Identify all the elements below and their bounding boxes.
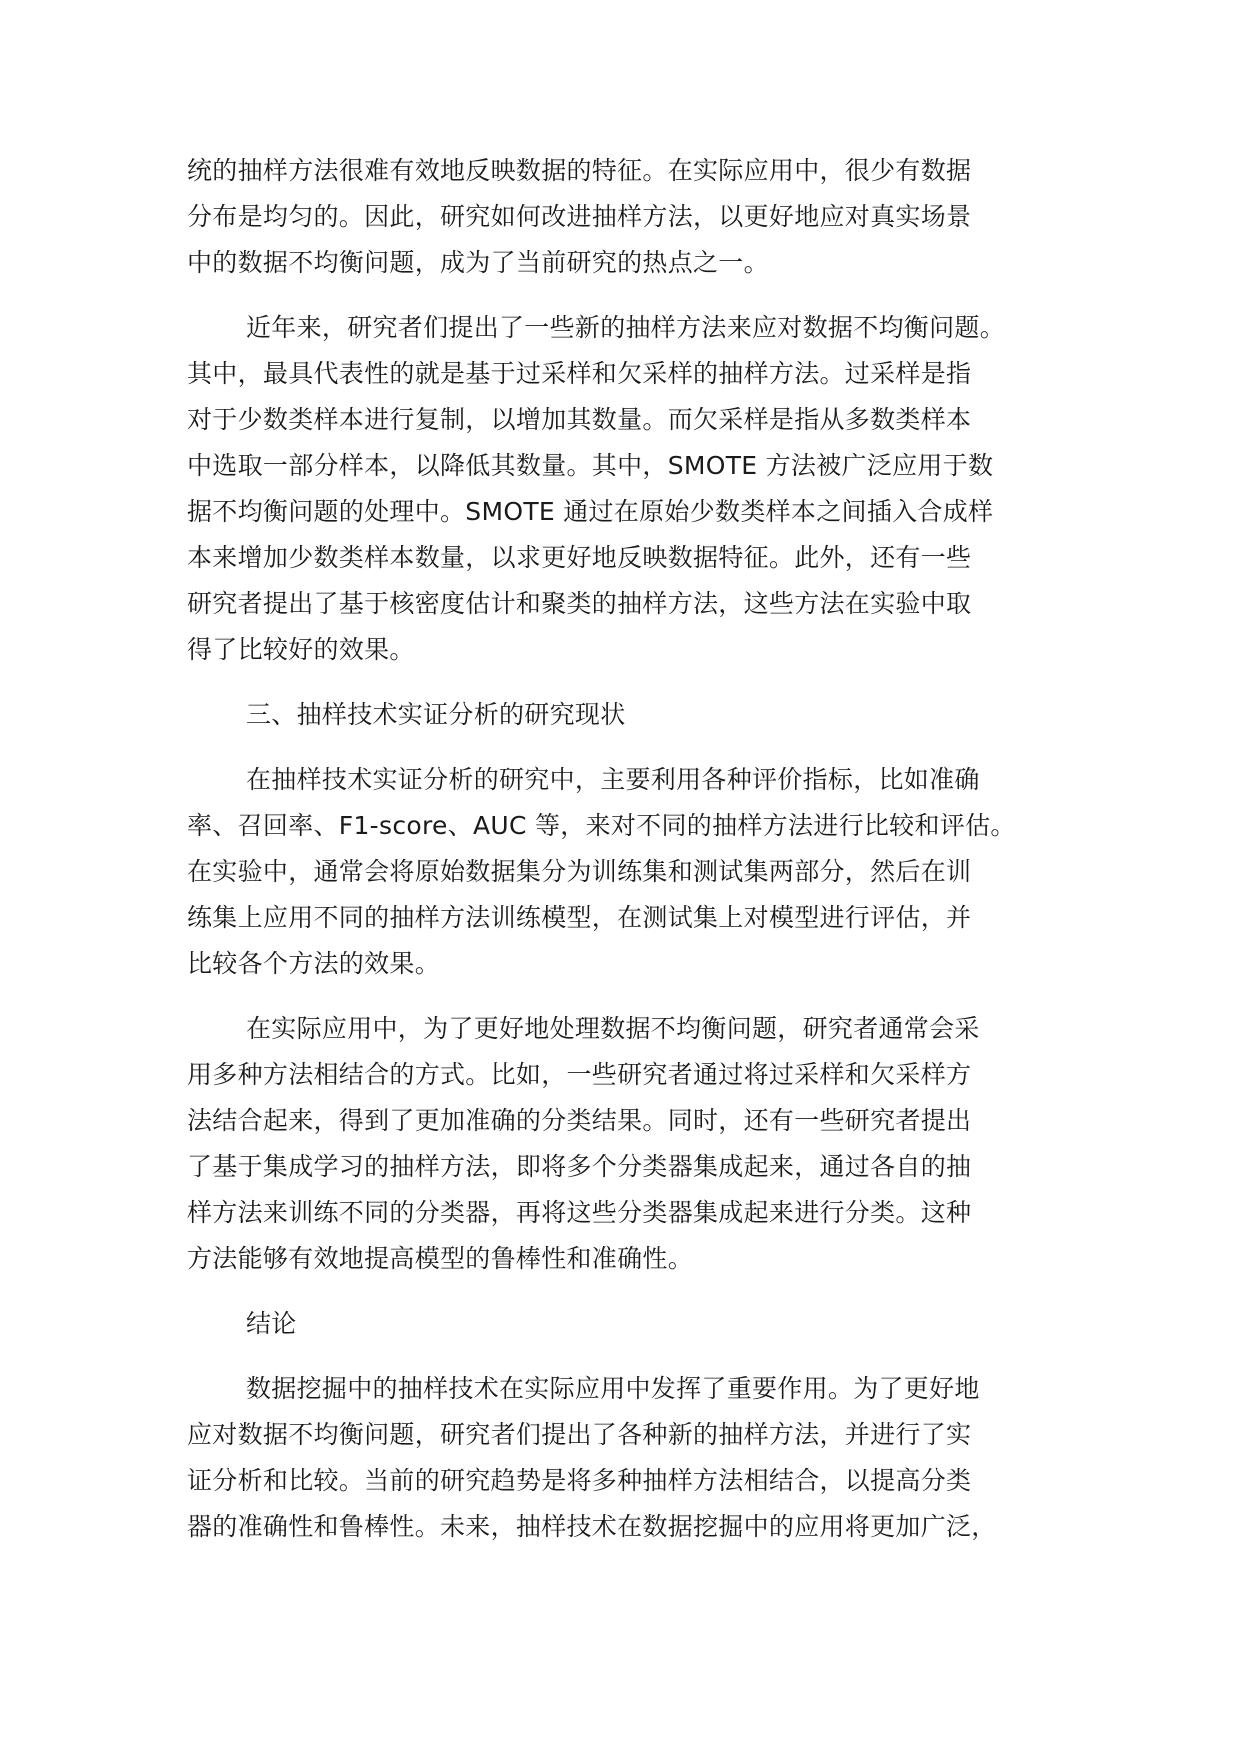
paragraph: [187, 1366, 1187, 1550]
paragraph: [187, 148, 1187, 286]
paragraph-line: 在实验中，通常会将原始数据集分为训练集和测试集两部分，然后在训: [187, 857, 972, 886]
paragraph-line: 分布是均匀的。因此，研究如何改进抽样方法，以更好地应对真实场景: [187, 202, 972, 231]
section-heading: [187, 1301, 1187, 1347]
paragraph-line: 用多种方法相结合的方式。比如，一些研究者通过将过采样和欠采样方: [187, 1060, 972, 1089]
paragraph-line: 了基于集成学习的抽样方法，即将多个分类器集成起来，通过各自的抽: [187, 1152, 972, 1181]
paragraph-line: 样方法来训练不同的分类器，再将这些分类器集成起来进行分类。这种: [187, 1198, 972, 1227]
paragraph-line: 在实际应用中，为了更好地处理数据不均衡问题，研究者通常会采: [246, 1014, 980, 1043]
paragraph-line: 数据挖掘中的抽样技术在实际应用中发挥了重要作用。为了更好地: [246, 1374, 980, 1403]
document-body: [187, 148, 1187, 1569]
paragraph: [187, 757, 1187, 987]
paragraph-line: 比较各个方法的效果。: [187, 949, 441, 978]
paragraph-line: 法结合起来，得到了更加准确的分类结果。同时，还有一些研究者提出: [187, 1106, 972, 1135]
paragraph-line: 其中，最具代表性的就是基于过采样和欠采样的抽样方法。过采样是指: [187, 359, 972, 388]
paragraph-line: 对于少数类样本进行复制，以增加其数量。而欠采样是指从多数类样本: [187, 405, 972, 434]
paragraph-line: 练集上应用不同的抽样方法训练模型，在测试集上对模型进行评估，并: [187, 903, 972, 932]
paragraph-line: 本来增加少数类样本数量，以求更好地反映数据特征。此外，还有一些: [187, 543, 972, 572]
section-heading: [187, 692, 1187, 738]
paragraph-line: 器的准确性和鲁棒性。未来，抽样技术在数据挖掘中的应用将更加广泛，: [187, 1512, 997, 1541]
paragraph-line: 应对数据不均衡问题，研究者们提出了各种新的抽样方法，并进行了实: [187, 1420, 972, 1449]
paragraph-line: 得了比较好的效果。: [187, 635, 415, 664]
section-heading-text: 三、抽样技术实证分析的研究现状: [246, 700, 626, 729]
paragraph-line: 近年来，研究者们提出了一些新的抽样方法来应对数据不均衡问题。: [246, 313, 1006, 342]
paragraph-line: 方法能够有效地提高模型的鲁棒性和准确性。: [187, 1244, 694, 1273]
paragraph-line: 率、召回率、F1-score、AUC 等，来对不同的抽样方法进行比较和评估。: [187, 811, 1016, 840]
paragraph-line: 中的数据不均衡问题，成为了当前研究的热点之一。: [187, 248, 769, 277]
paragraph-line: 在抽样技术实证分析的研究中，主要利用各种评价指标，比如准确: [246, 765, 980, 794]
paragraph-line: 据不均衡问题的处理中。SMOTE 通过在原始少数类样本之间插入合成样: [187, 497, 994, 526]
section-heading-text: 结论: [246, 1309, 297, 1338]
paragraph-line: 统的抽样方法很难有效地反映数据的特征。在实际应用中，很少有数据: [187, 156, 972, 185]
paragraph-line: 研究者提出了基于核密度估计和聚类的抽样方法，这些方法在实验中取: [187, 589, 972, 618]
paragraph: [187, 305, 1187, 673]
paragraph-line: 证分析和比较。当前的研究趋势是将多种抽样方法相结合，以提高分类: [187, 1466, 972, 1495]
paragraph: [187, 1006, 1187, 1282]
paragraph-line: 中选取一部分样本，以降低其数量。其中，SMOTE 方法被广泛应用于数: [187, 451, 994, 480]
